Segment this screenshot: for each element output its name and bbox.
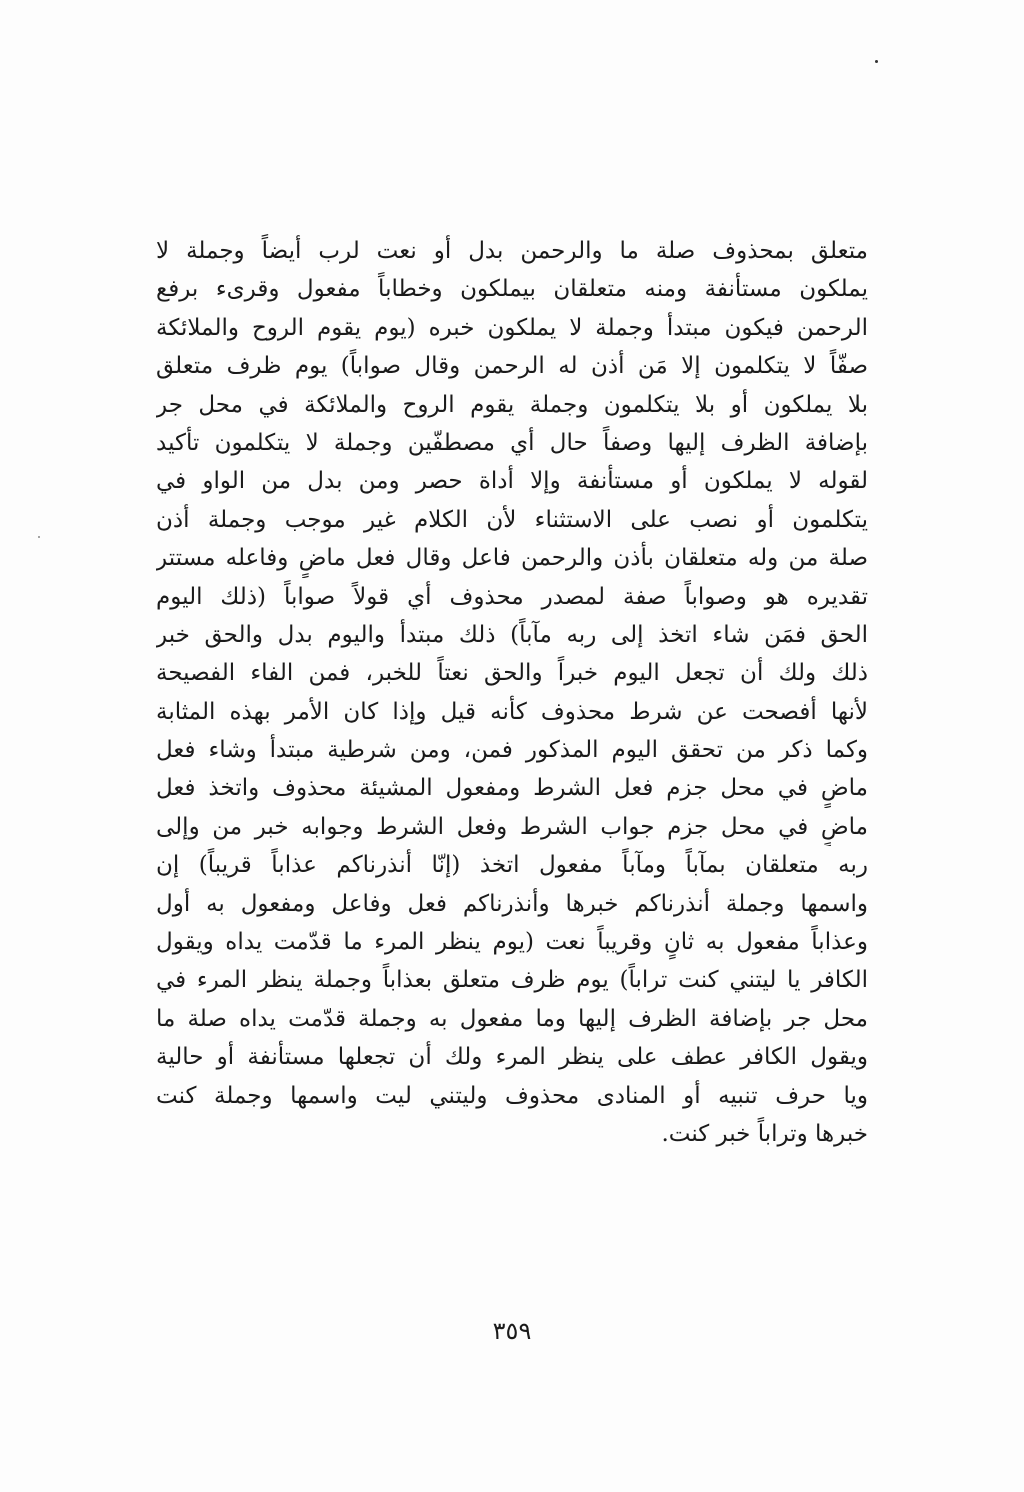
text-line: وكما ذكر من تحقق اليوم المذكور فمن، ومن شرطية مبتدأ وشاء فعل	[156, 737, 868, 764]
page-number: ٣٥٩	[492, 1317, 532, 1345]
text-line-final: خبرها وتراباً خبر كنت.	[661, 1120, 868, 1147]
text-line: الرحمن فيكون مبتدأ وجملة لا يملكون خبره (يوم يقوم الروح والملائكة	[156, 314, 868, 341]
text-line: وعذاباً مفعول به ثانٍ وقريباً نعت (يوم ينظر المرء ما قدّمت يداه ويقول	[156, 929, 868, 956]
text-line: ويقول الكافر عطف على ينظر المرء ولك أن تجعلها مستأنفة أو حالية	[156, 1044, 868, 1071]
text-line: ويا حرف تنبيه أو المنادى محذوف وليتني ليت واسمها وجملة كنت	[156, 1082, 868, 1109]
text-line: صلة من وله متعلقان بأذن والرحمن فاعل وقال فعل ماضٍ وفاعله مستتر	[156, 545, 868, 572]
text-line: ماضٍ في محل جزم جواب الشرط وفعل الشرط وجوابه خبر من وإلى	[156, 813, 868, 840]
text-line: ذلك ولك أن تجعل اليوم خبراً والحق نعتاً للخبر، فمن الفاء الفصيحة	[156, 660, 868, 687]
text-line: تقديره هو وصواباً صفة لمصدر محذوف أي قولاً صواباً (ذلك اليوم	[156, 583, 868, 610]
text-line: يتكلمون أو نصب على الاستثناء لأن الكلام غير موجب وجملة أذن	[156, 506, 868, 533]
text-line: صفّاً لا يتكلمون إلا مَن أذن له الرحمن وقال صواباً) يوم ظرف متعلق	[156, 353, 868, 380]
text-line: واسمها وجملة أنذرناكم خبرها وأنذرناكم فعل وفاعل ومفعول به أول	[156, 890, 868, 917]
scan-speck	[875, 60, 878, 63]
text-line: متعلق بمحذوف صلة ما والرحمن بدل أو نعت لرب أيضاً وجملة لا	[156, 238, 868, 264]
scan-speck	[38, 536, 40, 538]
body-text	[156, 232, 868, 1153]
text-line: بإضافة الظرف إليها وصفاً حال أي مصطفّين وجملة لا يتكلمون تأكيد	[156, 429, 868, 456]
text-line: ماضٍ في محل جزم فعل الشرط ومفعول المشيئة محذوف واتخذ فعل	[156, 775, 868, 802]
text-line: لأنها أفصحت عن شرط محذوف كأنه قيل وإذا كان الأمر بهذه المثابة	[156, 698, 868, 725]
text-line: الكافر يا ليتني كنت تراباً) يوم ظرف متعلق بعذاباً وجملة ينظر المرء في	[156, 967, 868, 994]
text-line: محل جر بإضافة الظرف إليها وما مفعول به وجملة قدّمت يداه صلة ما	[156, 1005, 868, 1032]
text-line: لقوله لا يملكون أو مستأنفة وإلا أداة حصر ومن بدل من الواو في	[156, 468, 868, 495]
text-line: يملكون مستأنفة ومنه متعلقان بيملكون وخطاباً مفعول وقرىء برفع	[156, 276, 868, 303]
text-line: بلا يملكون أو بلا يتكلمون وجملة يقوم الروح والملائكة في محل جر	[156, 391, 868, 418]
text-line: ربه متعلقان بمآباً ومآباً مفعول اتخذ (إنّا أنذرناكم عذاباً قريباً) إن	[156, 852, 868, 879]
text-line: الحق فمَن شاء اتخذ إلى ربه مآباً) ذلك مبتدأ واليوم بدل والحق خبر	[156, 621, 868, 648]
